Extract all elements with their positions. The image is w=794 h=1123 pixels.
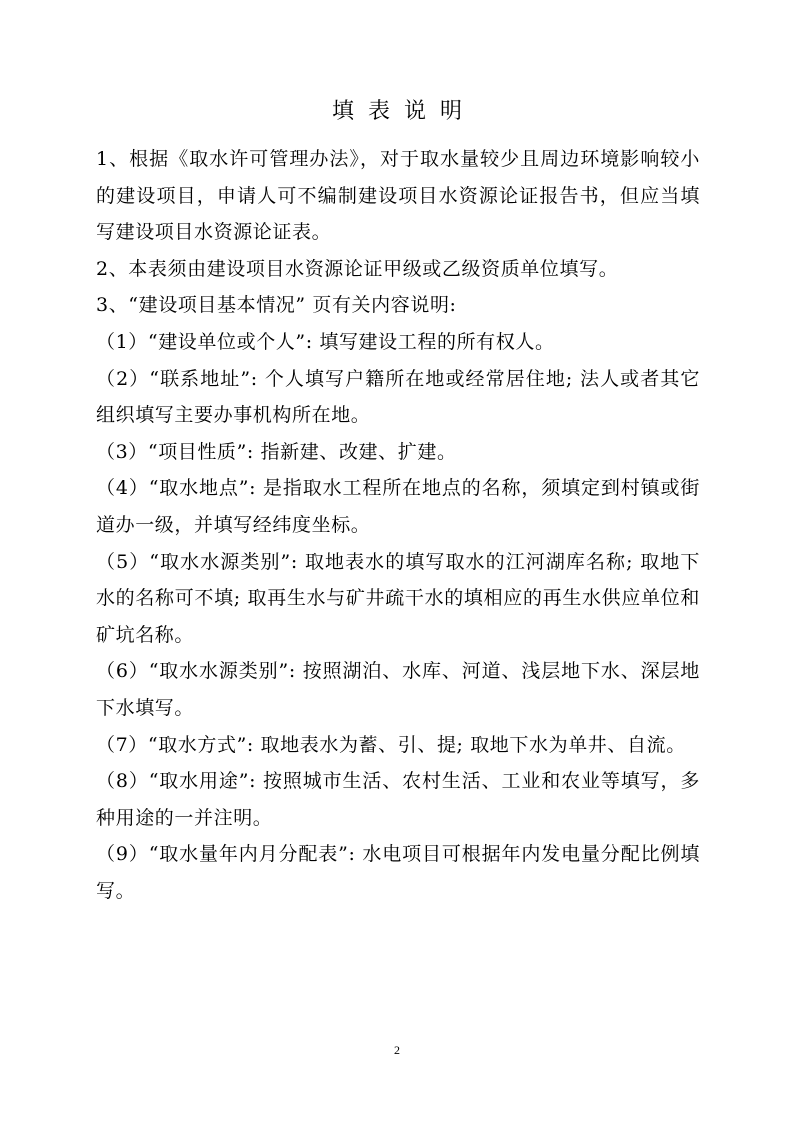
paragraph-3-5: （5）“取水水源类别”: 取地表水的填写取水的江河湖库名称; 取地下水的名称可不填; 取再生水与矿井疏干水的填相应的再生水供应单位和矿坑名称。: [96, 550, 700, 646]
paragraph-3-7: （7）“取水方式”: 取地表水为蓄、引、提; 取地下水为单井、自流。: [96, 733, 686, 756]
paragraph-3-8: （8）“取水用途”: 按照城市生活、农村生活、工业和农业等填写，多种用途的一并注明。: [96, 770, 700, 829]
paragraph-3-3: （3）“项目性质”: 指新建、改建、扩建。: [96, 440, 457, 463]
paragraph-3-6: （6）“取水水源类别”: 按照湖泊、水库、河道、浅层地下水、深层地下水填写。: [96, 660, 700, 719]
paragraph-1: 1、根据《取水许可管理办法》，对于取水量较少且周边环境影响较小的建设项目，申请人可不编制建设项目水资源论证报告书，但应当填写建设项目水资源论证表。: [96, 148, 700, 244]
page-number: 2: [394, 1043, 400, 1057]
paragraph-3: 3、“建设项目基本情况” 页有关内容说明:: [96, 294, 457, 317]
document-body: [96, 141, 700, 909]
paragraph-3-9: （9）“取水量年内月分配表”: 水电项目可根据年内发电量分配比例填写。: [96, 843, 700, 902]
paragraph-3-2: （2）“联系地址”: 个人填写户籍所在地或经常居住地; 法人或者其它组织填写主要办事机构所在地。: [96, 367, 700, 427]
paragraph-3-1: （1）“建设单位或个人”: 填写建设工程的所有权人。: [96, 330, 555, 353]
paragraph-3-4: （4）“取水地点”: 是指取水工程所在地点的名称，须填定到村镇或街道办一级，并填写经纬度坐标。: [96, 477, 700, 536]
document-title: 填表说明: [331, 99, 476, 124]
paragraph-2: 2、本表须由建设项目水资源论证甲级或乙级资质单位填写。: [96, 257, 619, 280]
